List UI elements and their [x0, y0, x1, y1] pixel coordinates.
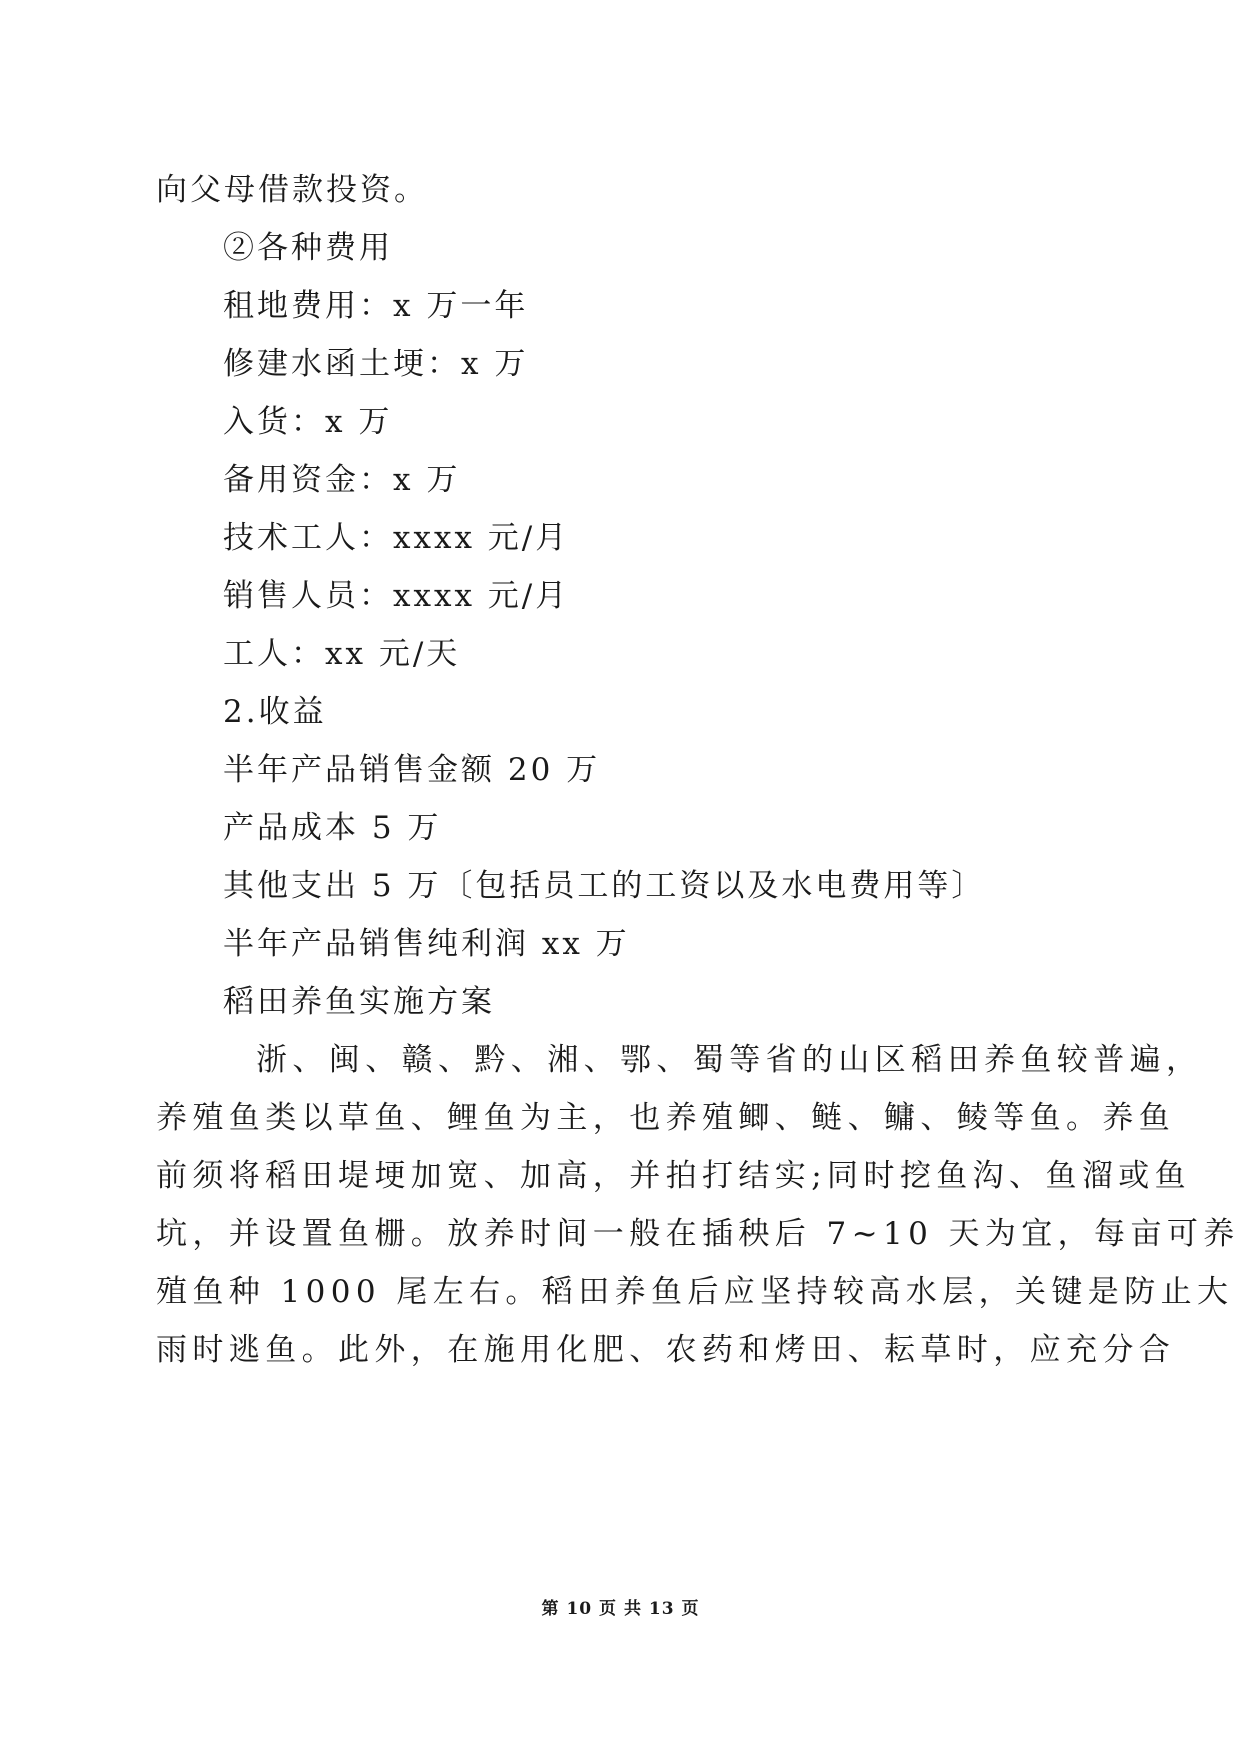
paragraph-line: 前须将稻田堤埂加宽、加高，并拍打结实;同时挖鱼沟、鱼溜或鱼: [156, 1158, 1192, 1194]
text-line: 修建水函土埂：x 万: [223, 346, 529, 382]
section-heading: ②各种费用: [223, 230, 393, 266]
text-line: 其他支出 5 万〔包括员工的工资以及水电费用等〕: [223, 868, 986, 904]
text-line: 产品成本 5 万: [223, 810, 442, 846]
paragraph-line: 殖鱼种 1000 尾左右。稻田养鱼后应坚持较高水层，关键是防止大: [156, 1274, 1234, 1310]
text-line: 备用资金：x 万: [223, 462, 461, 498]
section-heading: 2.收益: [223, 694, 327, 730]
text-line: 向父母借款投资。: [156, 172, 428, 208]
paragraph-line: 雨时逃鱼。此外，在施用化肥、农药和烤田、耘草时，应充分合: [156, 1332, 1176, 1368]
text-line: 工人：xx 元/天: [223, 636, 461, 672]
paragraph-line: 养殖鱼类以草鱼、鲤鱼为主，也养殖鲫、鲢、鳙、鲮等鱼。养鱼: [156, 1100, 1176, 1136]
text-line: 入货：x 万: [223, 404, 393, 440]
text-line: 租地费用：x 万一年: [223, 288, 529, 324]
text-line: 技术工人：xxxx 元/月: [223, 520, 570, 556]
text-line: 半年产品销售金额 20 万: [223, 752, 601, 788]
page-number-footer: 第 10 页 共 13 页: [541, 1599, 700, 1619]
section-title: 稻田养鱼实施方案: [223, 984, 495, 1020]
text-line: 半年产品销售纯利润 xx 万: [223, 926, 630, 962]
paragraph-line: 坑，并设置鱼栅。放养时间一般在插秧后 7~10 天为宜，每亩可养: [156, 1216, 1240, 1252]
text-line: 销售人员：xxxx 元/月: [223, 578, 570, 614]
paragraph-line: 浙、闽、赣、黔、湘、鄂、蜀等省的山区稻田养鱼较普遍，: [256, 1042, 1203, 1078]
